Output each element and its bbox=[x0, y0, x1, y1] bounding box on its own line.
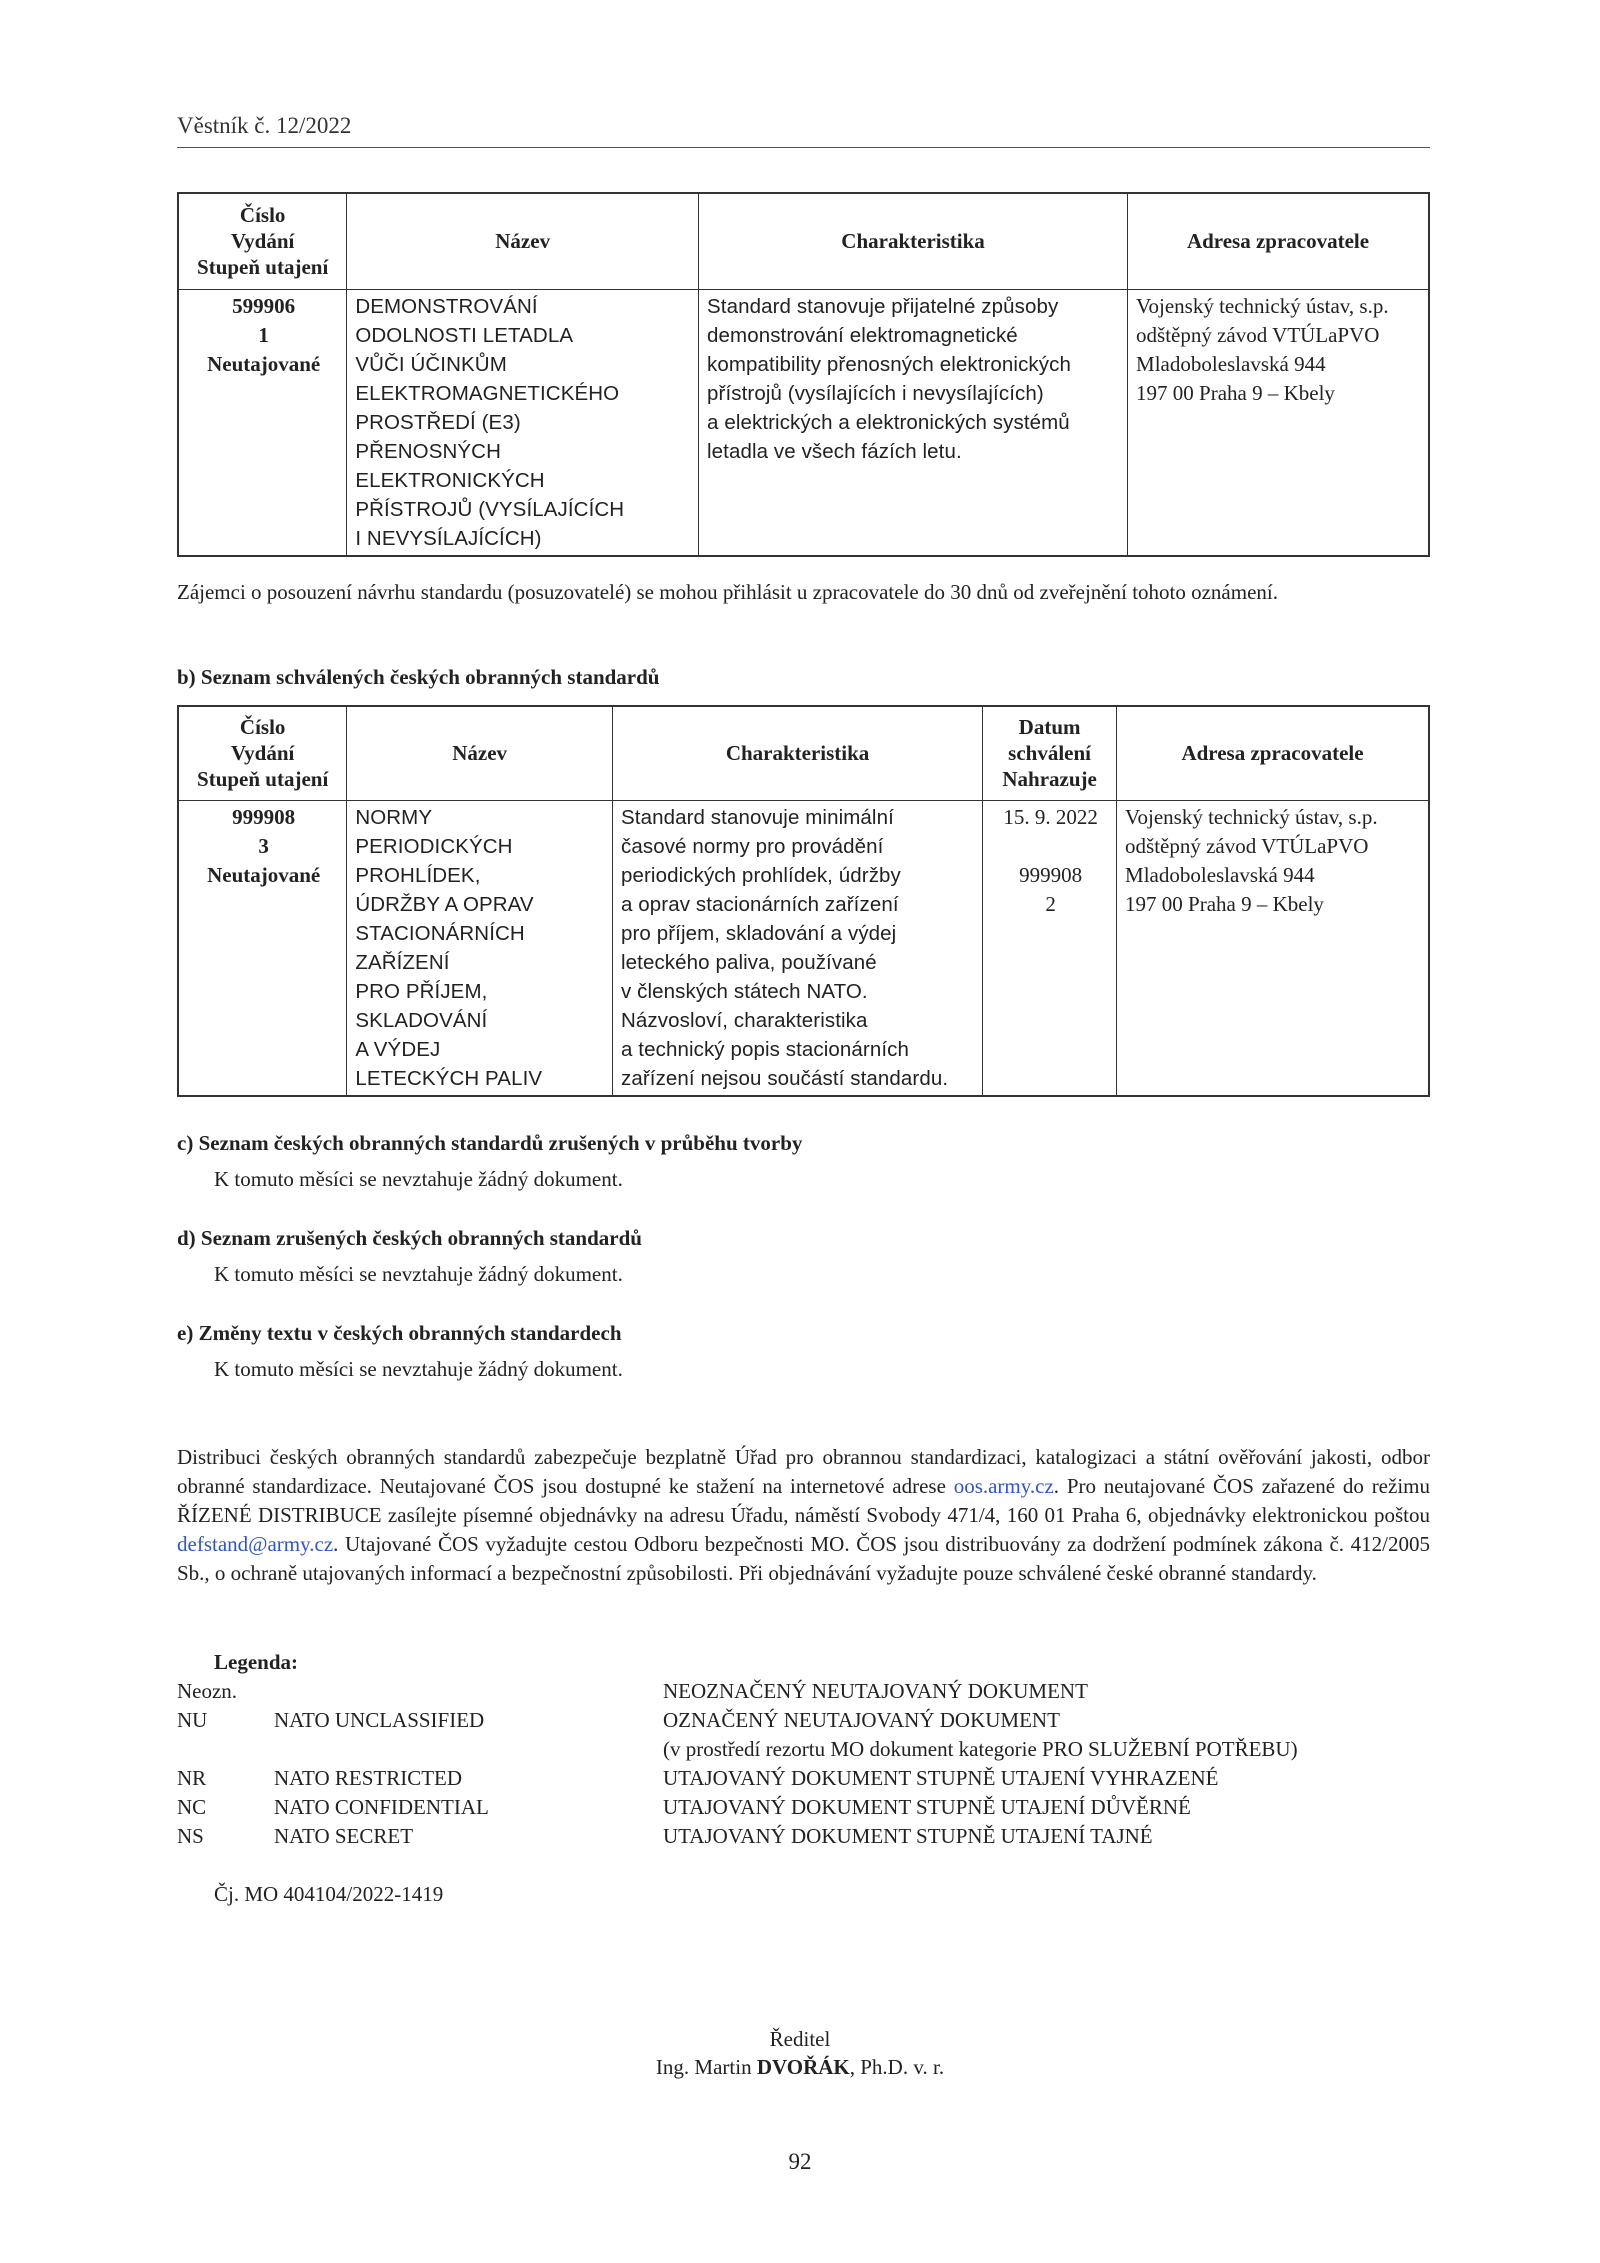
legend-title: Legenda: bbox=[214, 1650, 298, 1674]
page-number: 92 bbox=[788, 2149, 812, 2174]
section-d-text: K tomuto měsíci se nevztahuje žádný dokument. bbox=[214, 1262, 623, 1286]
legend-code: Neozn. bbox=[177, 1679, 238, 1703]
legend-desc: UTAJOVANÝ DOKUMENT STUPNĚ UTAJENÍ TAJNÉ bbox=[663, 1824, 1153, 1848]
signature-name-prefix: Ing. Martin bbox=[655, 2055, 757, 2079]
distribution-paragraph bbox=[177, 1443, 1430, 1588]
reference-number: Čj. MO 404104/2022-1419 bbox=[214, 1882, 444, 1906]
section-b-heading: b) Seznam schválených českých obranných standardů bbox=[177, 665, 660, 689]
col-header-name: Název bbox=[347, 193, 699, 289]
bulletin-title: Věstník č. 12/2022 bbox=[177, 113, 352, 138]
note-reviewers: Zájemci o posouzení návrhu standardu (posuzovatelé) se mohou přihlásit u zpracovatele do 30 dnů od zveřejnění tohoto oznámení. bbox=[177, 580, 1278, 604]
legend-code: NU bbox=[177, 1708, 208, 1732]
approval-date: 15. 9. 2022 999908 2 bbox=[983, 800, 1117, 1096]
distribution-text: . Utajované ČOS vyžadujte cestou Odboru bezpečnosti MO. ČOS jsou distribuovány za dodržení podmínek zákona č. 412/2005 Sb., o ochraně utajovaných informací a bezpečnostní způsobilosti. Při objednávání vyžadujte pouze schválené české obranné standardy. bbox=[177, 1532, 1430, 1585]
legend-nato: NATO RESTRICTED bbox=[274, 1766, 463, 1790]
legend-code: NR bbox=[177, 1766, 207, 1790]
col-header-number: Číslo Vydání Stupeň utajení bbox=[178, 193, 347, 289]
legend-row bbox=[177, 1677, 1430, 1706]
processor-address: Vojenský technický ústav, s.p. odštěpný závod VTÚLaPVO Mladoboleslavská 944 197 00 Praha 9 – Kbely bbox=[1128, 289, 1429, 556]
legend-nato: NATO SECRET bbox=[274, 1824, 414, 1848]
col-header-address: Adresa zpracovatele bbox=[1117, 706, 1429, 800]
legend-row bbox=[177, 1822, 1430, 1851]
legend-desc: UTAJOVANÝ DOKUMENT STUPNĚ UTAJENÍ VYHRAZENÉ bbox=[663, 1766, 1219, 1790]
distribution-text: . Pro neutajované ČOS zařazené do režimu ŘÍZENÉ DISTRIBUCE zasílejte písemné objednávky na adresu Úřadu, náměstí Svobody 471/4, 160 01 Praha 6, objednávky elektronickou poštou bbox=[177, 1474, 1430, 1527]
section-e-heading: e) Změny textu v českých obranných standardech bbox=[177, 1321, 622, 1345]
section-c-heading: c) Seznam českých obranných standardů zrušených v průběhu tvorby bbox=[177, 1131, 803, 1155]
legend-row bbox=[177, 1793, 1430, 1822]
legend-row bbox=[177, 1706, 1430, 1735]
standard-number: 999908 3 Neutajované bbox=[178, 800, 347, 1096]
section-d-heading: d) Seznam zrušených českých obranných standardů bbox=[177, 1226, 642, 1250]
col-header-address: Adresa zpracovatele bbox=[1128, 193, 1429, 289]
signature-name-suffix: , Ph.D. v. r. bbox=[849, 2055, 945, 2079]
legend-row bbox=[177, 1735, 1430, 1764]
signature-name bbox=[0, 2053, 1600, 2082]
col-header-name: Název bbox=[347, 706, 613, 800]
standards-table-draft bbox=[177, 192, 1430, 557]
section-c-text: K tomuto měsíci se nevztahuje žádný dokument. bbox=[214, 1167, 623, 1191]
standards-table-approved bbox=[177, 705, 1430, 1097]
oos-link[interactable]: oos.army.cz bbox=[953, 1474, 1054, 1498]
legend-code: NS bbox=[177, 1824, 204, 1848]
legend-desc: OZNAČENÝ NEUTAJOVANÝ DOKUMENT bbox=[663, 1708, 1060, 1732]
legend-desc: UTAJOVANÝ DOKUMENT STUPNĚ UTAJENÍ DŮVĚRNÉ bbox=[663, 1795, 1191, 1819]
legend-desc: NEOZNAČENÝ NEUTAJOVANÝ DOKUMENT bbox=[663, 1679, 1088, 1703]
table-row bbox=[178, 289, 1429, 556]
legend-row bbox=[177, 1764, 1430, 1793]
col-header-characteristics: Charakteristika bbox=[699, 193, 1128, 289]
legend-nato: NATO CONFIDENTIAL bbox=[274, 1795, 489, 1819]
section-e-text: K tomuto měsíci se nevztahuje žádný dokument. bbox=[214, 1357, 623, 1381]
legend-nato: NATO UNCLASSIFIED bbox=[274, 1708, 485, 1732]
col-header-characteristics: Charakteristika bbox=[613, 706, 983, 800]
standard-characteristics: Standard stanovuje minimální časové normy pro provádění periodických prohlídek, údržby a oprav stacionárních zařízení pro příjem, skladování a výdej leteckého paliva, používané v členských státech NATO. Názvosloví, charakteristika a technický popis stacionárních zařízení nejsou součástí standardu. bbox=[613, 800, 983, 1096]
standard-name: DEMONSTROVÁNÍ ODOLNOSTI LETADLA VŮČI ÚČINKŮM ELEKTROMAGNETICKÉHO PROSTŘEDÍ (E3) PŘENOSNÝCH ELEKTRONICKÝCH PŘÍSTROJŮ (VYSÍLAJÍCÍCH I NEVYSÍLAJÍCÍCH) bbox=[347, 289, 699, 556]
distribution-text: Distribuci českých obranných standardů zabezpečuje bezplatně Úřad pro obrannou standardizaci, katalogizaci a státní ověřování jakosti, odbor obranné standardizace. Neutajované ČOS jsou dostupné ke stažení na internetové adrese bbox=[177, 1445, 1430, 1498]
page-header bbox=[177, 111, 1430, 148]
legend-desc: (v prostředí rezortu MO dokument kategorie PRO SLUŽEBNÍ POTŘEBU) bbox=[663, 1737, 1298, 1761]
legend-code: NC bbox=[177, 1795, 207, 1819]
col-header-number: Číslo Vydání Stupeň utajení bbox=[178, 706, 347, 800]
processor-address: Vojenský technický ústav, s.p. odštěpný závod VTÚLaPVO Mladoboleslavská 944 197 00 Praha 9 – Kbely bbox=[1117, 800, 1429, 1096]
defstand-email-link[interactable]: defstand@army.cz bbox=[177, 1532, 334, 1556]
signature-surname: DVOŘÁK bbox=[756, 2055, 850, 2079]
signature-role: Ředitel bbox=[769, 2027, 831, 2051]
table-row bbox=[178, 800, 1429, 1096]
standard-number: 599906 1 Neutajované bbox=[178, 289, 347, 556]
col-header-date: Datum schválení Nahrazuje bbox=[983, 706, 1117, 800]
standard-name: NORMY PERIODICKÝCH PROHLÍDEK, ÚDRŽBY A OPRAV STACIONÁRNÍCH ZAŘÍZENÍ PRO PŘÍJEM, SKLADOVÁNÍ A VÝDEJ LETECKÝCH PALIV bbox=[347, 800, 613, 1096]
standard-characteristics: Standard stanovuje přijatelné způsoby demonstrování elektromagnetické kompatibility přenosných elektronických přístrojů (vysílajících i nevysílajících) a elektrických a elektronických systémů letadla ve všech fázích letu. bbox=[699, 289, 1128, 556]
